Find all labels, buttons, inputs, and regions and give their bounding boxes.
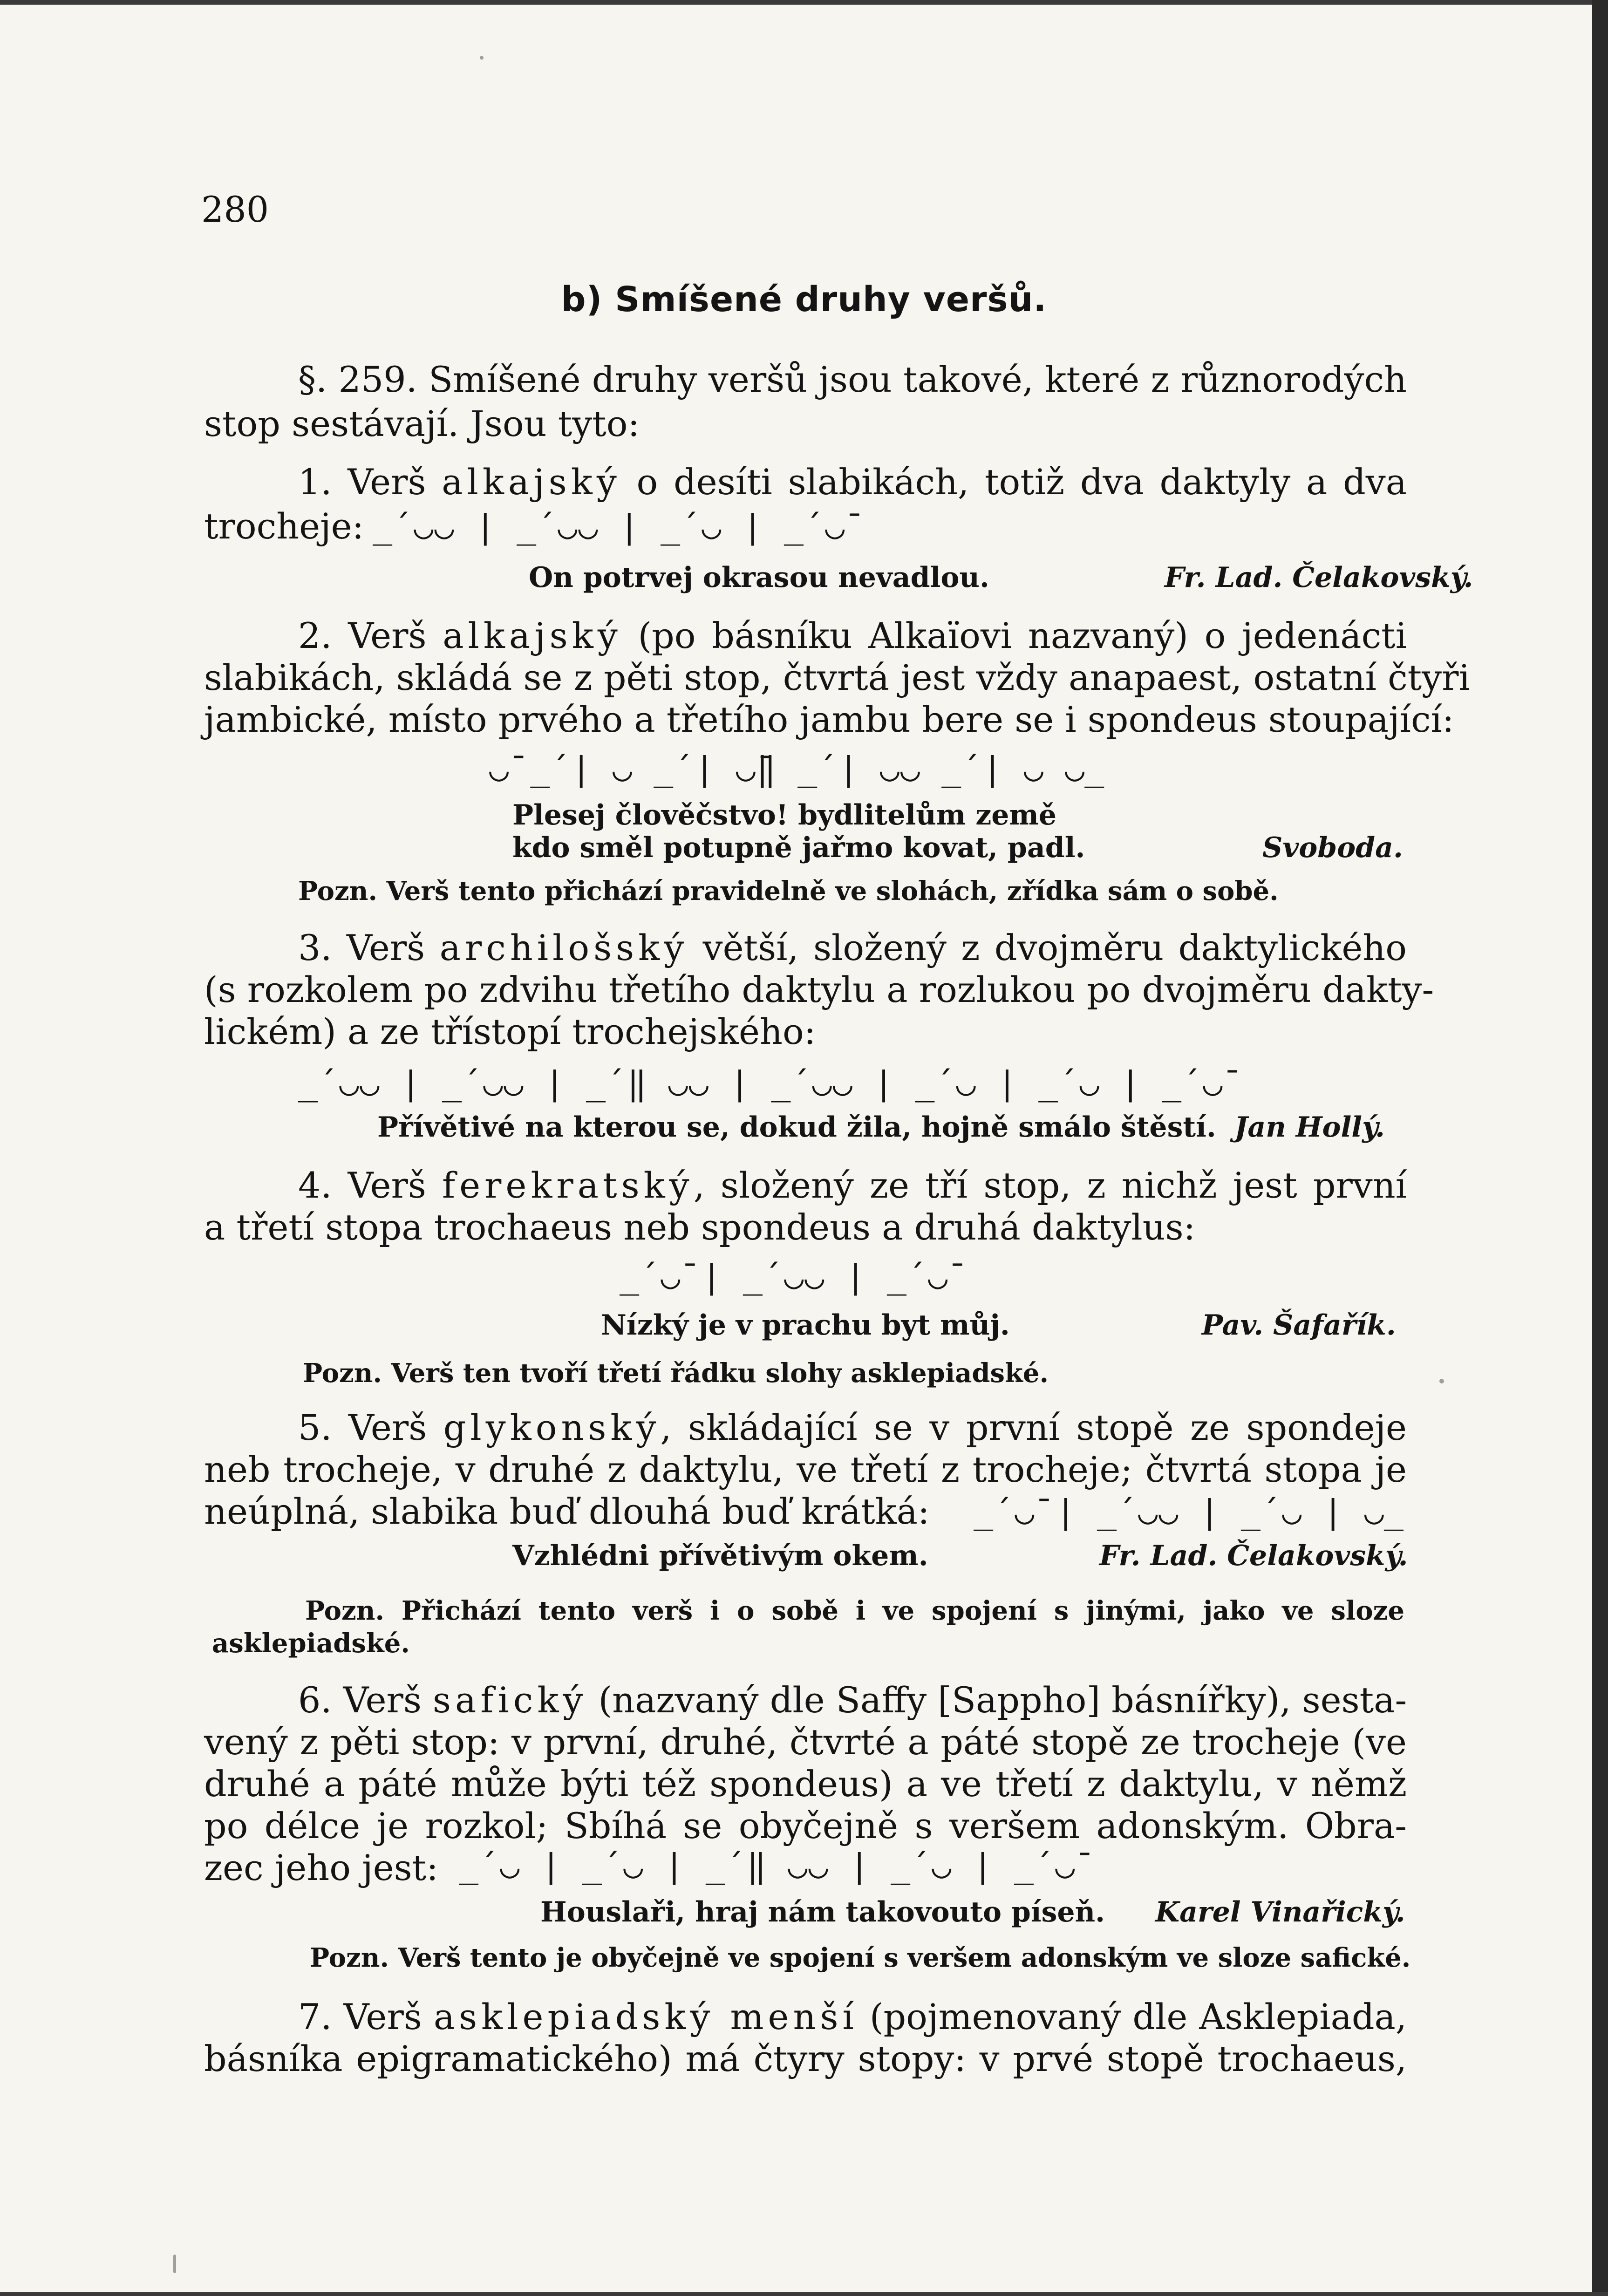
s1-example: On potrvej okrasou nevadlou. <box>529 561 989 594</box>
s1-term: alkajský <box>442 461 621 503</box>
s1-meter: _́ ◡◡ | _́ ◡◡ | _́ ◡ | _́ ◡̄ <box>373 508 846 546</box>
scan-speck <box>480 56 484 60</box>
s5-line-2: neb trocheje, v druhé z daktylu, ve třetí z trocheje; čtvrtá stopa je <box>204 1449 1407 1490</box>
s3-line-1 <box>298 927 1407 968</box>
s1-line-2: trocheje: <box>204 505 364 547</box>
s4-note: Pozn. Verš ten tvoří třetí řádku slohy asklepiadské. <box>303 1358 1049 1389</box>
s5-author: Fr. Lad. Čelakovský. <box>1099 1540 1408 1572</box>
s3-line-2: (s rozkolem po zdvihu třetího daktylu a rozlukou po dvojměru dakty- <box>204 969 1434 1010</box>
intro-line-2: stop sestávají. Jsou tyto: <box>204 403 640 444</box>
s6-line-5: zec jeho jest: <box>204 1847 438 1888</box>
s6-note: Pozn. Verš tento je obyčejně ve spojení s veršem adonským ve sloze safické. <box>310 1942 1411 1973</box>
s7-lead: 7. Verš <box>298 1996 434 2037</box>
s2-note: Pozn. Verš tento přichází pravidelně ve slohách, zřídka sám o sobě. <box>298 876 1279 906</box>
scan-mark <box>173 2255 176 2273</box>
s3-rest: větší, složený z dvojměru daktylického <box>688 927 1407 968</box>
s3-lead: 3. Verš <box>298 927 440 968</box>
s4-lead: 4. Verš <box>298 1165 442 1206</box>
s4-term: ferekratský <box>442 1165 694 1206</box>
s6-line-3: druhé a páté může býti též spondeus) a ve třetí z daktylu, v němž <box>204 1763 1407 1805</box>
s5-note-line-1: Pozn. Přichází tento verš i o sobě i ve spojení s jinými, jako ve sloze <box>305 1595 1404 1626</box>
s6-meter: _́ ◡ | _́ ◡ | _́ ‖ ◡◡ | _́ ◡ | _́ ◡̄ <box>459 1847 1076 1885</box>
s5-rest: , skládající se v první stopě ze spondeje <box>660 1407 1407 1448</box>
s6-lead: 6. Verš <box>298 1679 433 1721</box>
s4-example: Nízký je v prachu byt můj. <box>601 1309 1010 1342</box>
s5-meter: _́ ◡̄ | _́ ◡◡ | _́ ◡ | ◡̲ <box>974 1493 1405 1531</box>
s4-meter: _́ ◡̄ | _́ ◡◡ | _́ ◡̄ <box>620 1258 949 1296</box>
s6-term: safický <box>433 1679 587 1721</box>
s2-rest: (po básníku Alkaïovi nazvaný) o jedenácti <box>621 615 1407 656</box>
s1-author: Fr. Lad. Čelakovský. <box>1165 561 1473 594</box>
s7-term: asklepiadský menší <box>433 1996 858 2037</box>
section-heading: b) Smíšené druhy veršů. <box>561 279 1047 320</box>
s5-note-line-2: asklepiadské. <box>212 1628 410 1659</box>
s1-line-1 <box>298 461 1407 503</box>
s2-line-3: jambické, místo prvého a třetího jambu bere se i spondeus stoupající: <box>204 699 1454 740</box>
s5-term: glykonský <box>443 1407 661 1448</box>
s7-rest: (pojmenovaný dle Asklepiada, <box>858 1996 1407 2037</box>
scan-right-edge <box>1592 0 1608 2296</box>
scan-top-edge <box>0 0 1608 5</box>
s4-author: Pav. Šafařík. <box>1202 1309 1396 1342</box>
s6-line-4: po délce je rozkol; Sbíhá se obyčejně s veršem adonským. Obra- <box>204 1805 1407 1846</box>
s2-author: Svoboda. <box>1262 831 1403 864</box>
page-number: 280 <box>201 189 269 230</box>
s4-rest: , složený ze tří stop, z nichž jest první <box>693 1165 1407 1206</box>
s4-line-2: a třetí stopa trochaeus neb spondeus a druhá daktylus: <box>204 1206 1196 1248</box>
s2-line-1 <box>298 615 1407 656</box>
s6-rest: (nazvaný dle Saffy [Sappho] básnířky), sesta- <box>587 1679 1407 1721</box>
s3-meter: _́ ◡◡ | _́ ◡◡ | _́ ‖ ◡◡ | _́ ◡◡ | _́ ◡ | _́ ◡ | _́ ◡̄ <box>298 1064 1224 1103</box>
s2-example-1: Plesej člověčstvo! bydlitelům země <box>512 799 1057 831</box>
s5-line-3: neúplná, slabika buď dlouhá buď krátká: <box>204 1491 930 1532</box>
s1-rest: o desíti slabikách, totiž dva daktyly a dva <box>620 461 1407 503</box>
s5-example: Vzhlédni přívětivým okem. <box>512 1540 928 1572</box>
s6-example: Houslaři, hraj nám takovouto píseň. <box>540 1896 1105 1928</box>
s1-lead: 1. Verš <box>298 461 442 503</box>
s6-line-1 <box>298 1679 1407 1721</box>
scan-bottom-edge <box>0 2292 1608 2296</box>
s7-line-2: básníka epigramatického) má čtyry stopy: v prvé stopě trochaeus, <box>204 2038 1407 2079</box>
s7-line-1 <box>298 1996 1407 2037</box>
s2-meter: ◡̄ _́ | ◡ _́ | ◡̄‖ _́ | ◡◡ _́ | ◡ ◡̲ <box>489 750 1105 788</box>
s2-term: alkajský <box>443 615 622 656</box>
s2-line-2: slabikách, skládá se z pěti stop, čtvrtá jest vždy anapaest, ostatní čtyři <box>204 657 1470 698</box>
s3-term: archilošský <box>439 927 688 968</box>
s2-lead: 2. Verš <box>298 615 443 656</box>
s3-author: Jan Hollý. <box>1234 1111 1385 1144</box>
s6-author: Karel Vinařický. <box>1155 1896 1405 1928</box>
s5-lead: 5. Verš <box>298 1407 443 1448</box>
s6-line-2: vený z pěti stop: v první, druhé, čtvrté a páté stopě ze trocheje (ve <box>204 1721 1407 1763</box>
s4-line-1 <box>298 1165 1407 1206</box>
s2-example-2: kdo směl potupně jařmo kovat, padl. <box>512 831 1085 864</box>
scan-speck <box>1439 1379 1444 1383</box>
intro-line-1: §. 259. Smíšené druhy veršů jsou takové, které z různorodých <box>298 359 1407 400</box>
s3-example: Přívětivé na kterou se, dokud žila, hojně smálo štěstí. <box>377 1111 1216 1144</box>
s3-line-3: lickém) a ze třístopí trochejského: <box>204 1011 816 1052</box>
s5-line-1 <box>298 1407 1407 1448</box>
